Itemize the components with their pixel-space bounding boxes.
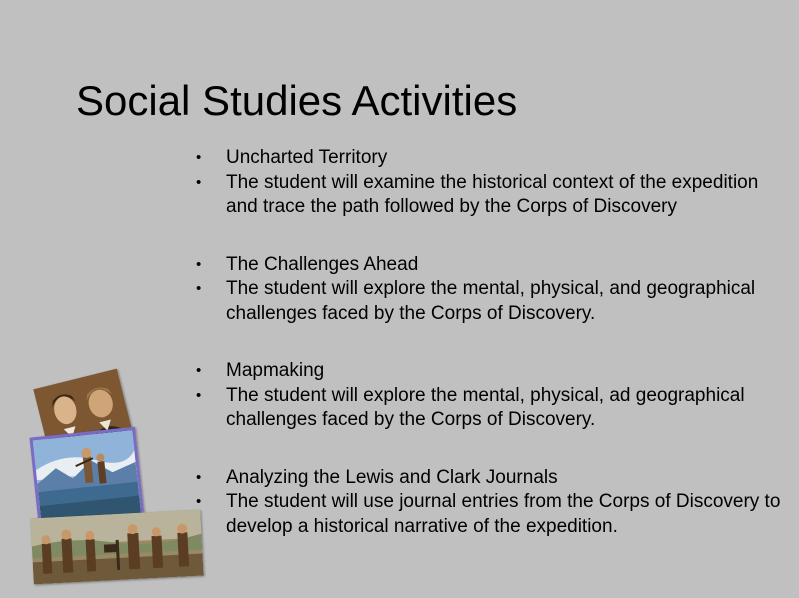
bullet-item xyxy=(190,253,790,278)
bullet-item xyxy=(190,490,790,539)
bullet-list xyxy=(190,146,790,539)
bullet-heading: Uncharted Territory xyxy=(226,147,388,168)
landscape-painting xyxy=(29,427,144,530)
bullet-item xyxy=(190,466,790,491)
slide-title: Social Studies Activities xyxy=(76,77,518,124)
bullet-group xyxy=(190,466,790,540)
bullet-icon: • xyxy=(196,386,202,404)
bullet-heading: Analyzing the Lewis and Clark Journals xyxy=(226,466,558,488)
bullet-item xyxy=(190,384,790,433)
bullet-icon: • xyxy=(196,255,202,273)
bullet-icon: • xyxy=(196,468,202,486)
bullet-heading: The Challenges Ahead xyxy=(226,253,419,275)
bullet-heading: Mapmaking xyxy=(226,360,325,381)
bullet-group xyxy=(190,253,790,327)
bullet-item xyxy=(190,277,790,326)
bullet-item xyxy=(190,359,790,384)
bullet-group xyxy=(190,359,790,433)
bullet-description: The student will use journal entries from the Corps of Discovery to develop a historical narrative of the expedition. xyxy=(226,491,781,537)
bullet-icon: • xyxy=(196,173,202,191)
expedition-painting xyxy=(30,510,203,585)
bullet-group xyxy=(190,146,790,220)
portrait-painting xyxy=(33,369,132,454)
bullet-icon: • xyxy=(196,493,202,510)
bullet-icon: • xyxy=(196,149,202,166)
bullet-item xyxy=(190,171,790,220)
bullet-icon: • xyxy=(196,362,202,379)
bullet-item xyxy=(190,146,790,171)
bullet-description: The student will examine the historical context of the expedition and trace the path followed by the Corps of Discovery xyxy=(226,171,759,217)
bullet-description: The student will explore the mental, physical, and geographical challenges faced by the Corps of Discovery. xyxy=(226,278,756,324)
bullet-icon: • xyxy=(196,280,202,297)
bullet-description: The student will explore the mental, physical, ad geographical challenges faced by the Corps of Discovery. xyxy=(226,384,745,430)
